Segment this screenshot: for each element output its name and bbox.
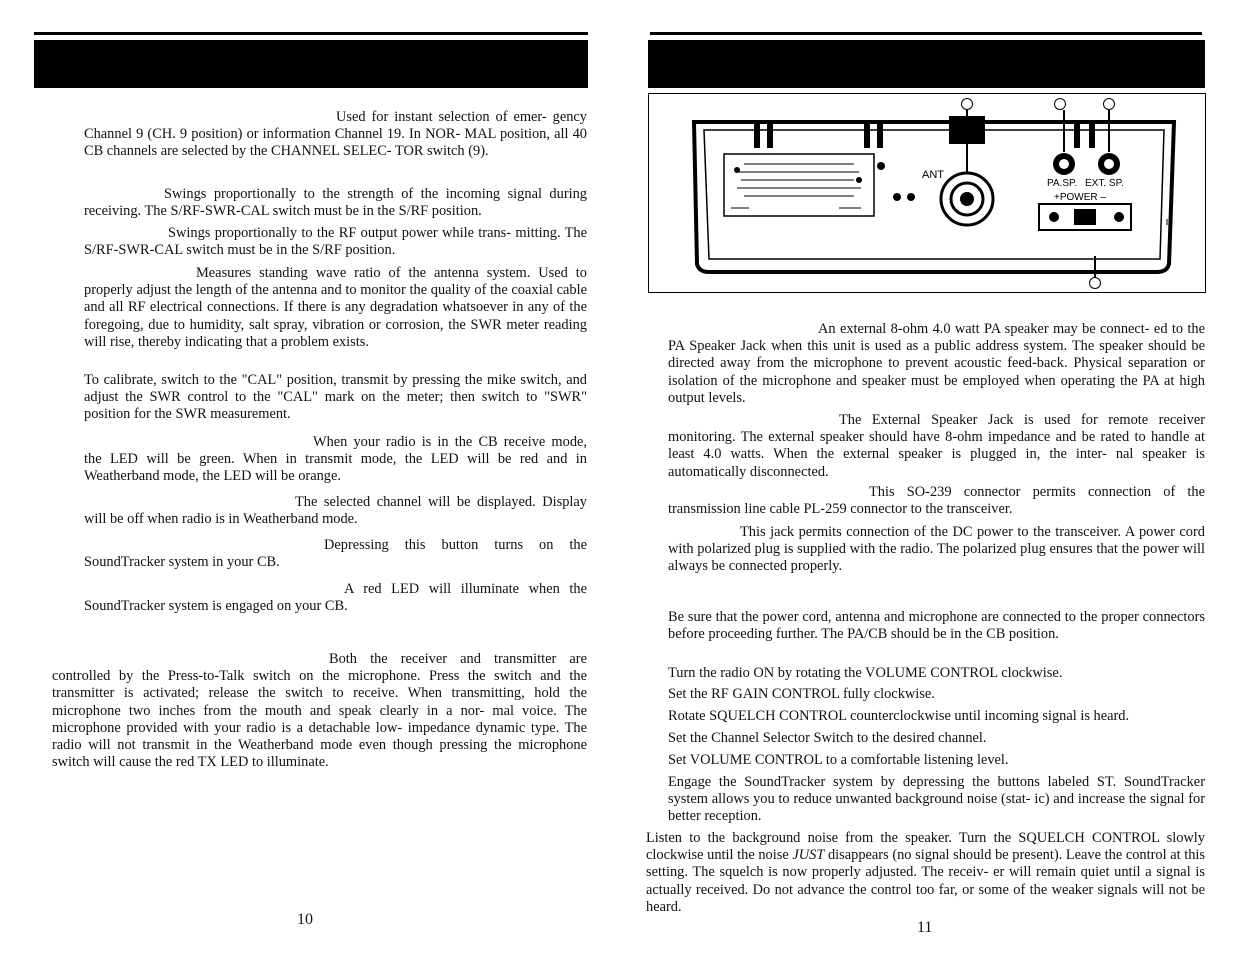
rear-panel-drawing [649, 94, 1207, 294]
right-page-number: 11 [917, 919, 933, 936]
right-para-antenna: This SO-239 connector permits connection of the transmission line cable PL-259 connector to the transceiver. [668, 484, 1205, 518]
step-item: Set VOLUME CONTROL to a comfortable listening level. [668, 752, 1009, 768]
left-para-rf-meter: Swings proportionally to the RF output power while trans- mitting. The S/RF-SWR-CAL switch must be in the S/RF position. [84, 225, 587, 259]
step-item: Be sure that the power cord, antenna and microphone are connected to the proper connectors before proceeding further. The PA/CB should be in the CB position. [668, 609, 1205, 643]
left-para-microphone: Both the receiver and transmitter are controlled by the Press-to-Talk switch on the microphone. Press the switch and the transmitter is activated; release the switch to receive. When transmitting, hold the microphone two inches from the mouth and speak clearly in a nor- mal voice. The microphone provided with your radio is a detachable low- impedance dynamic type. The radio will not transmit in the Weatherband mode even though pressing the microphone switch will cause the red TX LED to illuminate. [52, 651, 587, 771]
left-page-number: 10 [297, 911, 313, 928]
right-para-pa-speaker: An external 8-ohm 4.0 watt PA speaker may be connect- ed to the PA Speaker Jack when this unit is used as a public address system. The speaker should be directed away from the microphone to prevent acoustic feed-back. Physical separation or isolation of the microphone and speaker must be employed when operating the PA at high output levels. [668, 321, 1205, 406]
left-para-calibrate: To calibrate, switch to the "CAL" position, transmit by pressing the mike switch, and adjust the SWR control to the "CAL" mark on the meter; then switch to "SWR" position for the SWR measurement. [84, 372, 587, 423]
right-top-rule [650, 32, 1202, 35]
callout-ext-speaker [1103, 98, 1115, 110]
squelch-text-after: disappears (no signal should be present). Leave the control at this setting. The squelch is now properly adjusted. The receiv- er will remain quiet until a signal is actually received. Do not advance the control too far, or some of the weaker signals will not be heard. [646, 847, 1205, 915]
callout-power [1089, 277, 1101, 289]
ant-label: ANT [922, 169, 944, 181]
left-para-swr-meter: Measures standing wave ratio of the antenna system. Used to properly adjust the length of the antenna and to monitor the quality of the coaxial cable and all RF electrical connections. If there is any degradation whatsoever in any of the foregoing, due to humidity, salt spray, vibration or corrosion, the SWR meter reading will rise, thereby indicating that a problem exists. [84, 265, 587, 350]
left-para-soundtracker-button: Depressing this button turns on the SoundTracker system in your CB. [84, 537, 587, 571]
left-para-soundtracker-led: A red LED will illuminate when the SoundTracker system is engaged on your CB. [84, 581, 587, 615]
step-item: Set the Channel Selector Switch to the desired channel. [668, 730, 987, 746]
left-para-s-meter: Swings proportionally to the strength of the incoming signal during receiving. The S/RF-SWR-CAL switch must be in the S/RF position. [84, 186, 587, 220]
squelch-paragraph [646, 830, 1205, 916]
right-para-ext-speaker: The External Speaker Jack is used for remote receiver monitoring. The external speaker should have 8-ohm impedance and be rated to handle at least 4.0 watts. When the external speaker is plugged in, the inter- nal speaker is automatically disconnected. [668, 412, 1205, 480]
callout-pa-speaker [1054, 98, 1066, 110]
right-para-power: This jack permits connection of the DC power to the transceiver. A power cord with polarized plug is supplied with the radio. The polarized plug ensures that the power will always be connected properly. [668, 524, 1205, 575]
left-para-led: When your radio is in the CB receive mode, the LED will be green. When in transmit mode, the LED will be red and in Weatherband mode, the LED will be orange. [84, 434, 587, 485]
pa-sp-label: PA.SP. [1047, 178, 1078, 189]
left-top-rule [34, 32, 588, 35]
step-item: Engage the SoundTracker system by depressing the buttons labeled ST. SoundTracker system allows you to reduce unwanted background noise (stat- ic) and increase the signal for better reception. [668, 774, 1205, 825]
step-item: Turn the radio ON by rotating the VOLUME CONTROL clockwise. [668, 665, 1063, 681]
left-para-emergency-switch: Used for instant selection of emer- gency Channel 9 (CH. 9 position) or information Channel 19. In NOR- MAL position, all 40 CB channels are selected by the CHANNEL SELEC- TOR switch (9). [84, 109, 587, 160]
right-header-band [648, 40, 1205, 88]
ext-sp-label: EXT. SP. [1085, 178, 1124, 189]
step-item: Set the RF GAIN CONTROL fully clockwise. [668, 686, 935, 702]
squelch-emphasis: JUST [792, 847, 825, 864]
left-para-display: The selected channel will be displayed. Display will be off when radio is in Weatherband mode. [84, 494, 587, 528]
step-item: Rotate SQUELCH CONTROL counterclockwise until incoming signal is heard. [668, 708, 1130, 724]
rear-panel-figure [648, 93, 1206, 293]
squelch-text-before: Listen to the background noise from the speaker. Turn the SQUELCH CONTROL slowly clockwise until the noise [646, 830, 1205, 864]
callout-antenna [961, 98, 973, 110]
power-label: +POWER – [1054, 192, 1106, 203]
left-header-band [34, 40, 588, 88]
